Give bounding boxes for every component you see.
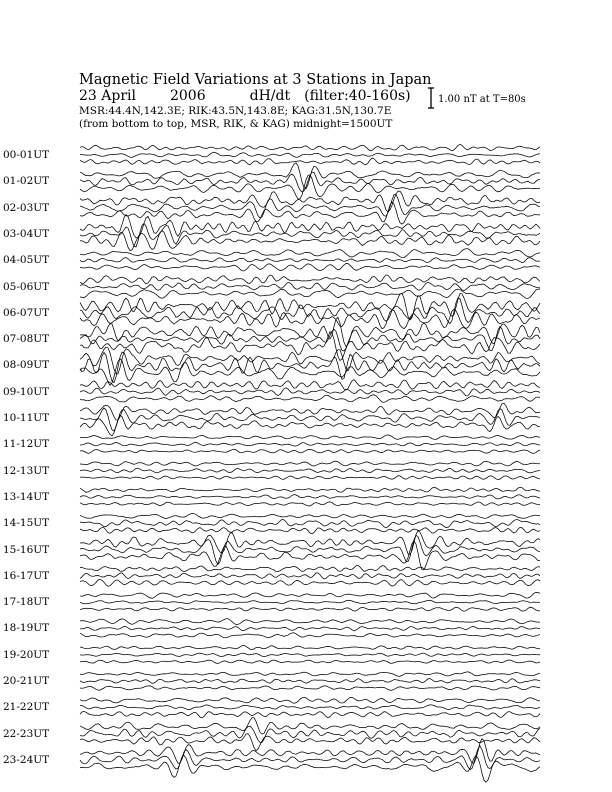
trace-rik-row-11 [80, 442, 540, 446]
row-label-13-14ut: 13-14UT [3, 490, 50, 503]
row-label-06-07ut: 06-07UT [3, 306, 50, 319]
trace-msr-row-13 [80, 487, 540, 492]
trace-rik-row-14 [80, 519, 540, 527]
trace-msr-row-17 [80, 592, 540, 598]
trace-msr-row-19 [80, 645, 540, 649]
trace-kag-row-20 [80, 686, 540, 690]
trace-kag-row-5 [80, 289, 540, 298]
stations-text: MSR:44.4N,142.3E; RIK:43.5N,143.8E; KAG:31.5N,130.7E [79, 105, 392, 117]
trace-kag-row-17 [80, 607, 540, 611]
trace-rik-row-2 [80, 194, 540, 218]
row-label-04-05ut: 04-05UT [3, 254, 50, 267]
trace-rik-row-18 [80, 627, 540, 631]
trace-rik-row-12 [80, 468, 540, 473]
date-label: 23 April [79, 88, 136, 104]
row-label-05-06ut: 05-06UT [3, 280, 50, 293]
trace-rik-row-4 [80, 258, 540, 263]
trace-kag-row-10 [80, 415, 540, 436]
trace-msr-row-0 [80, 144, 540, 150]
row-label-18-19ut: 18-19UT [3, 622, 50, 635]
trace-kag-row-13 [80, 502, 540, 506]
trace-msr-row-22 [80, 718, 540, 734]
trace-rik-row-20 [80, 679, 540, 684]
row-label-23-24ut: 23-24UT [3, 753, 50, 766]
row-label-02-03ut: 02-03UT [3, 201, 50, 214]
row-label-21-22ut: 21-22UT [3, 701, 50, 714]
quantity-label: dH/dt [249, 88, 291, 104]
trace-kag-row-19 [80, 660, 540, 664]
row-label-22-23ut: 22-23UT [3, 727, 50, 740]
trace-msr-row-11 [80, 435, 540, 440]
row-label-17-18ut: 17-18UT [3, 596, 50, 609]
traces-group [80, 144, 540, 782]
trace-rik-row-8 [80, 352, 540, 382]
trace-msr-row-18 [80, 619, 540, 625]
trace-rik-row-16 [80, 573, 540, 579]
trace-msr-row-10 [80, 403, 540, 420]
trace-kag-row-3 [80, 231, 540, 251]
row-label-01-02ut: 01-02UT [3, 175, 50, 188]
trace-kag-row-15 [80, 541, 540, 570]
trace-kag-row-16 [80, 579, 540, 586]
trace-msr-row-5 [80, 275, 540, 284]
row-label-10-11ut: 10-11UT [3, 412, 50, 424]
row-label-11-12ut: 11-12UT [3, 438, 50, 451]
row-label-03-04ut: 03-04UT [3, 227, 50, 240]
row-label-20-21ut: 20-21UT [3, 675, 50, 687]
trace-msr-row-20 [80, 672, 540, 676]
trace-msr-row-12 [80, 461, 540, 466]
row-label-19-20ut: 19-20UT [3, 648, 50, 661]
trace-rik-row-13 [80, 495, 540, 499]
row-label-07-08ut: 07-08UT [3, 333, 50, 346]
trace-kag-row-11 [80, 449, 540, 453]
trace-kag-row-0 [80, 158, 540, 165]
row-label-14-15ut: 14-15UT [3, 517, 50, 530]
trace-msr-row-21 [80, 697, 540, 703]
trace-kag-row-21 [80, 711, 540, 717]
trace-msr-row-6 [80, 293, 540, 320]
trace-rik-row-0 [80, 152, 540, 157]
trace-rik-row-17 [80, 600, 540, 604]
trace-rik-row-5 [80, 282, 540, 290]
trace-kag-row-12 [80, 476, 540, 480]
trace-msr-row-8 [80, 347, 540, 374]
trace-msr-row-16 [80, 565, 540, 571]
scale-bar-label: 1.00 nT at T=80s [438, 94, 526, 105]
filter-label: (filter:40-160s) [304, 88, 411, 104]
trace-kag-row-22 [80, 734, 540, 751]
trace-kag-row-14 [80, 527, 540, 533]
row-label-12-13ut: 12-13UT [3, 464, 50, 477]
row-label-00-01ut: 00-01UT [3, 149, 50, 161]
chart-title: Magnetic Field Variations at 3 Stations in Japan [79, 72, 432, 88]
row-label-09-10ut: 09-10UT [3, 385, 50, 398]
trace-kag-row-4 [80, 263, 540, 271]
trace-rik-row-6 [80, 298, 540, 324]
trace-kag-row-18 [80, 633, 540, 638]
row-label-15-16ut: 15-16UT [3, 543, 50, 556]
trace-rik-row-15 [80, 535, 540, 564]
trace-msr-row-9 [80, 380, 540, 390]
order-text: (from bottom to top, MSR, RIK, & KAG) midnight=1500UT [79, 118, 393, 130]
scale-bar [428, 88, 434, 108]
year-label: 2006 [169, 88, 206, 104]
row-label-16-17ut: 16-17UT [3, 569, 50, 582]
trace-rik-row-19 [80, 653, 540, 656]
trace-msr-row-4 [80, 249, 540, 258]
trace-msr-row-14 [80, 514, 540, 519]
trace-rik-row-21 [80, 705, 540, 710]
trace-kag-row-9 [80, 395, 540, 403]
row-label-08-09ut: 08-09UT [3, 359, 50, 372]
trace-rik-row-9 [80, 388, 540, 396]
